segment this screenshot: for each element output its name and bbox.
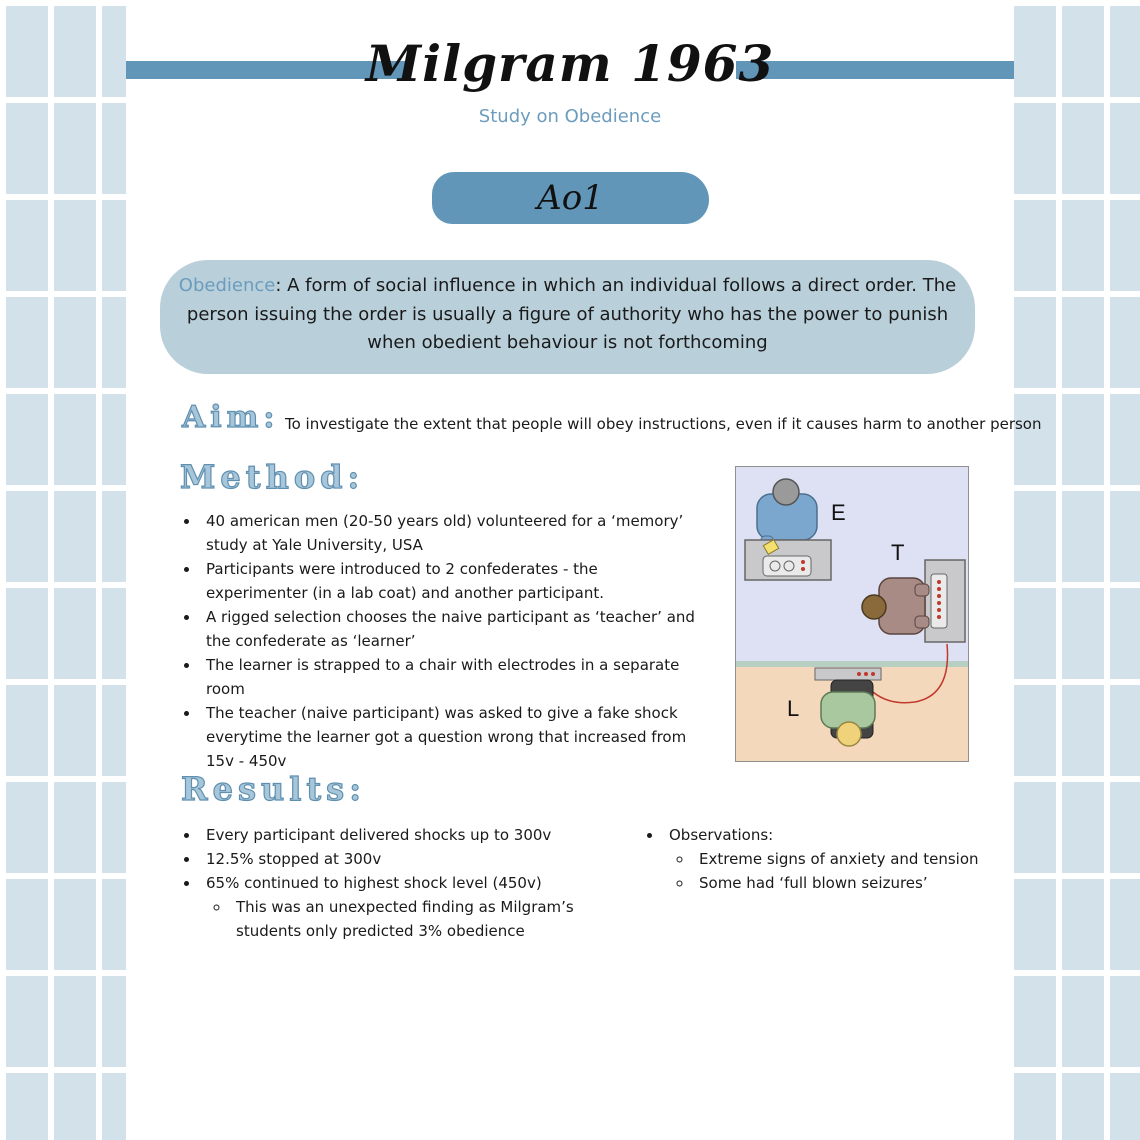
page-title: Milgram 1963 [365,34,775,93]
method-item: • Participants were introduced to 2 confederates - the experimenter (in a lab coat) and another participant. [200,557,700,605]
section-badge: Ao1 [432,172,709,224]
method-item: • 40 american men (20-50 years old) volunteered for a ‘memory’ study at Yale University, USA [200,509,700,557]
aim-text: To investigate the extent that people will obey instructions, even if it causes harm to another person [285,415,1042,433]
method-item: • A rigged selection chooses the naive participant as ‘teacher’ and the confederate as ‘learner’ [200,605,700,653]
worksheet-page [126,0,1042,1140]
result-item-text: 65% continued to highest shock level (450v) [206,874,542,892]
method-list [180,509,700,773]
result-item [200,871,620,943]
observations-label: Observations: [669,826,774,844]
shock-generator [925,560,965,642]
observations-list [643,823,1003,895]
learner-label: L [787,696,800,721]
method-item: • The learner is strapped to a chair with electrodes in a separate room [200,653,700,701]
page-subtitle: Study on Obedience [478,106,662,127]
aim-heading: Aim: [182,400,280,435]
experimenter-label: E [831,500,846,525]
method-item: • The teacher (naive participant) was asked to give a fake shock everytime the learner got a question wrong that increased from 15v - 450v [200,701,700,773]
experimenter-desk [745,540,831,580]
method-heading: Method: [180,458,365,496]
observations-sublist [669,847,1003,895]
definition-term: Obedience [178,275,276,296]
definition-text: : A form of social influence in which an individual follows a direct order. The person issuing the order is usually a figure of authority who has the power to punish when obedient behaviour is not forthcoming [186,275,957,353]
experiment-room-diagram [735,466,969,762]
result-item: • 12.5% stopped at 300v [200,847,620,871]
observation-item: ◦ Extreme signs of anxiety and tension [693,847,1003,871]
result-item: • Every participant delivered shocks up to 300v [200,823,620,847]
results-heading: Results: [181,770,366,808]
teacher-label: T [891,540,905,565]
observation-item: ◦ Some had ‘full blown seizures’ [693,871,1003,895]
results-list [180,823,620,943]
result-sub-item: ◦ This was an unexpected finding as Milgram’s students only predicted 3% obedience [230,895,620,943]
result-sublist [206,895,620,943]
observations-item [663,823,1003,895]
learner-equipment [815,668,881,680]
definition-box [160,260,975,374]
dividing-wall [736,661,968,667]
